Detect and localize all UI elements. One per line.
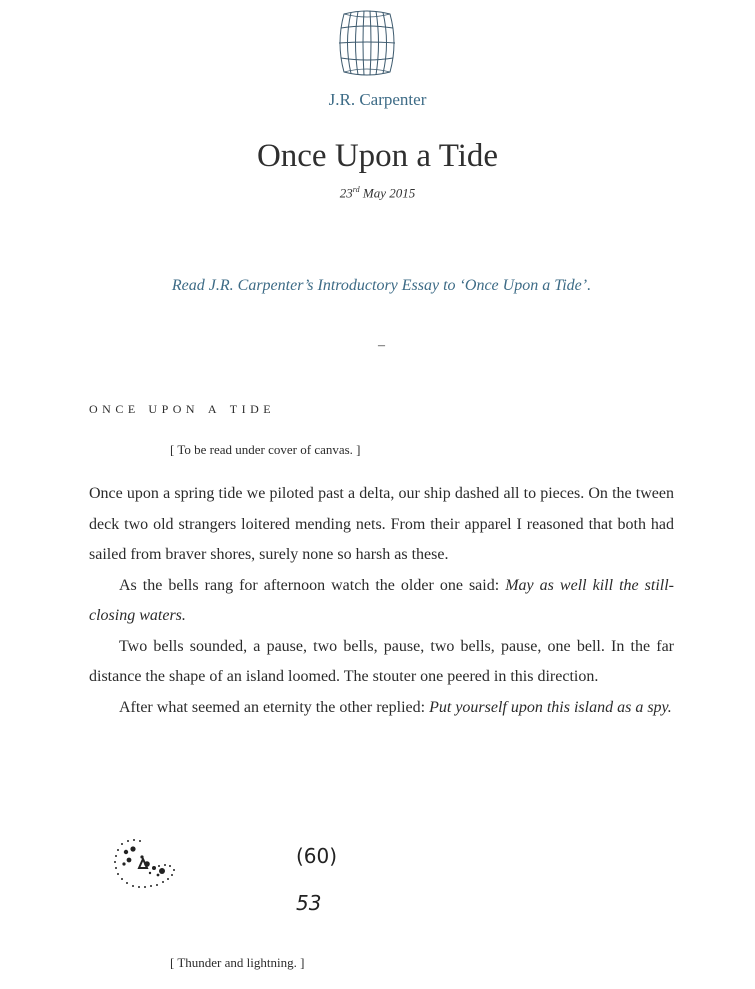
- date-suffix: rd: [352, 185, 360, 194]
- paragraph-text: After what seemed an eternity the other replied:: [119, 698, 430, 716]
- paragraph-text: As the bells rang for afternoon watch the older one said:: [119, 576, 506, 594]
- paragraph-italic: May as well kill the still-closing waters.: [89, 576, 675, 624]
- paragraph: [89, 693, 674, 724]
- separator: –: [378, 338, 385, 353]
- section-heading: once upon a tide: [89, 398, 276, 417]
- introductory-essay-link[interactable]: Read J.R. Carpenter’s Introductory Essay to ‘Once Upon a Tide’.: [171, 277, 592, 294]
- paragraph: [89, 632, 674, 693]
- paragraph-italic: Put yourself upon this island as a spy.: [429, 698, 672, 716]
- paragraph: [89, 479, 674, 571]
- figure-number: 53: [296, 891, 322, 915]
- dotted-island-icon: [112, 838, 182, 892]
- figure-number: (60): [296, 844, 338, 868]
- paragraph: [89, 571, 674, 632]
- page-title: Once Upon a Tide: [256, 138, 499, 174]
- paragraph-text: Two bells sounded, a pause, two bells, pause, two bells, pause, one bell. In the far distance the shape of an island loomed. The stouter one peered in this direction.: [89, 637, 674, 685]
- story-body: [89, 479, 674, 723]
- date-day: 23: [339, 185, 353, 201]
- date-month-year: May 2015: [359, 185, 416, 201]
- paragraph-text: Once upon a spring tide we piloted past a delta, our ship dashed all to pieces. On the tween deck two old strangers loitered mending nets. From their apparel I reasoned that both had sailed from braver shores, surely none so harsh as these.: [89, 485, 674, 563]
- barrel-icon[interactable]: [336, 8, 398, 78]
- stage-direction: [ Thunder and lightning. ]: [170, 955, 305, 970]
- author-link[interactable]: J.R. Carpenter: [328, 90, 427, 109]
- stage-direction: [ To be read under cover of canvas. ]: [170, 442, 361, 457]
- publish-date: [0, 185, 755, 201]
